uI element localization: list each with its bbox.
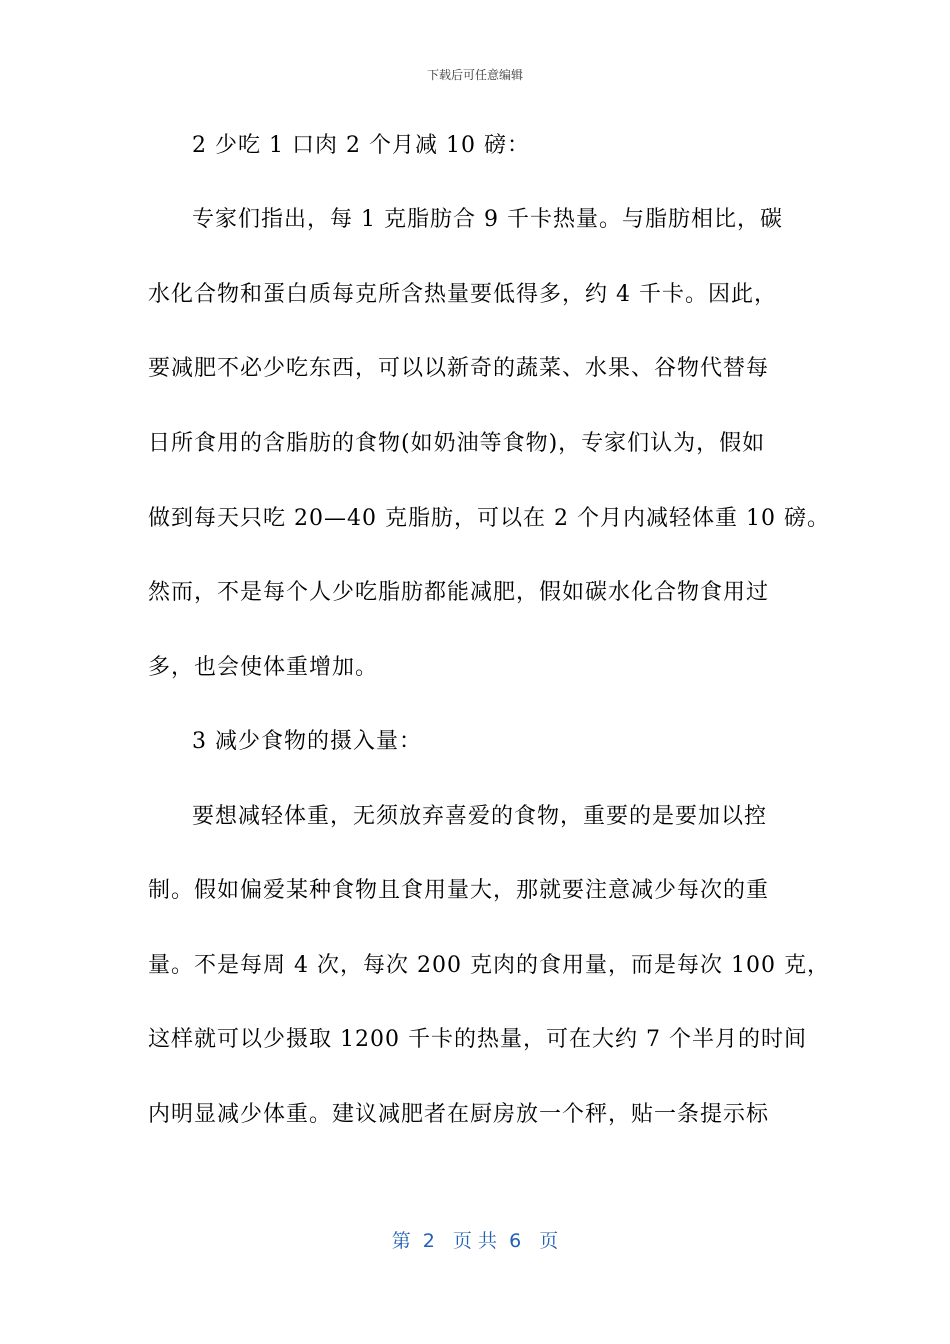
section-heading-3: 3 减少食物的摄入量： bbox=[192, 729, 422, 754]
paragraph-line: 制。假如偏爱某种食物且食用量大，那就要注意减少每次的重 bbox=[148, 878, 770, 903]
paragraph-line: 多，也会使体重增加。 bbox=[148, 655, 379, 680]
paragraph-line: 这样就可以少摄取 1200 千卡的热量，可在大约 7 个半月的时间 bbox=[148, 1027, 807, 1052]
paragraph-line: 要想减轻体重，无须放弃喜爱的食物，重要的是要加以控 bbox=[192, 804, 768, 829]
paragraph-line: 专家们指出，每 1 克脂肪合 9 千卡热量。与脂肪相比，碳 bbox=[192, 207, 783, 232]
paragraph-line: 日所食用的含脂肪的食物(如奶油等食物)，专家们认为，假如 bbox=[148, 431, 766, 456]
paragraph-line: 然而，不是每个人少吃脂肪都能减肥，假如碳水化合物食用过 bbox=[148, 580, 770, 605]
header-note: 下载后可任意编辑 bbox=[426, 68, 523, 82]
paragraph-line: 内明显减少体重。建议减肥者在厨房放一个秤，贴一条提示标 bbox=[148, 1102, 770, 1127]
paragraph-line: 做到每天只吃 20—40 克脂肪，可以在 2 个月内减轻体重 10 磅。 bbox=[148, 506, 830, 531]
paragraph-line: 量。不是每周 4 次，每次 200 克肉的食用量，而是每次 100 克， bbox=[148, 953, 830, 978]
paragraph-line: 要减肥不必少吃东西，可以以新奇的蔬菜、水果、谷物代替每 bbox=[148, 356, 770, 381]
section-heading-2: 2 少吃 1 口肉 2 个月减 10 磅： bbox=[192, 133, 530, 158]
paragraph-line: 水化合物和蛋白质每克所含热量要低得多，约 4 千卡。因此， bbox=[148, 282, 777, 307]
page-number-footer: 第 2 页 共 6 页 bbox=[391, 1230, 559, 1252]
